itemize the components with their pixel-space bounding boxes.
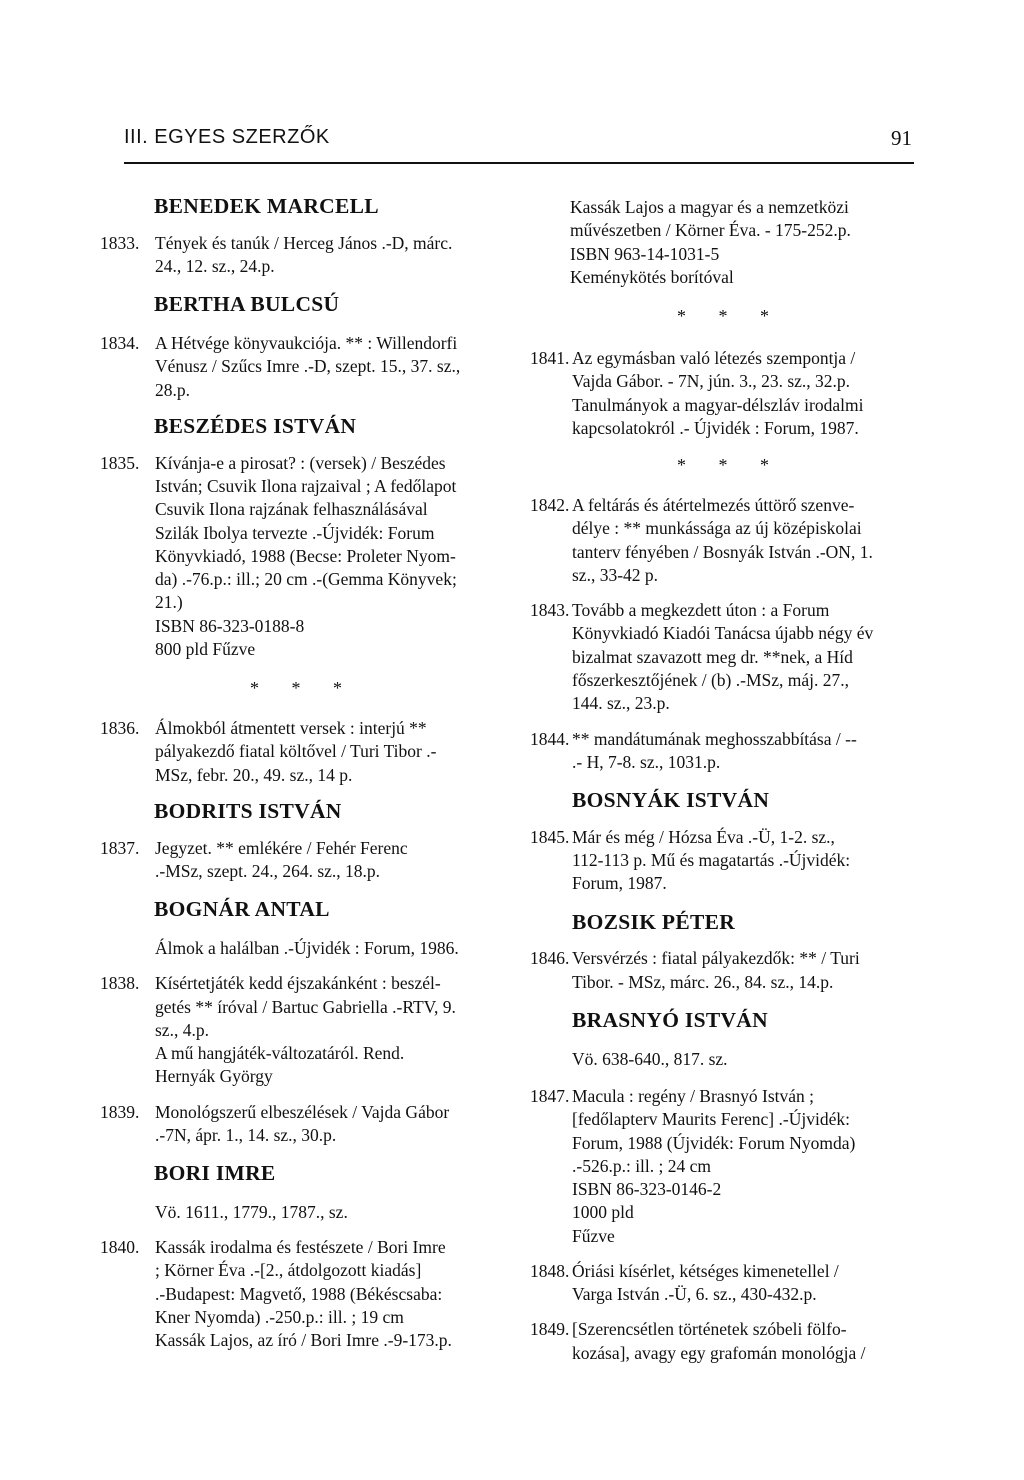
running-title: III. EGYES SZERZŐK xyxy=(124,126,330,148)
entry-line: .-526.p.: ill. ; 24 cm xyxy=(572,1155,712,1176)
entry-1846 xyxy=(530,947,930,994)
entry-line: Tibor. - MSz, márc. 26., 84. sz., 14.p. xyxy=(572,971,834,992)
entry-line: A Hétvége könyvaukciója. ** : Willendorfi xyxy=(155,333,458,354)
entry-line: ISBN 86-323-0188-8 xyxy=(155,615,305,636)
entry-1840-continuation xyxy=(530,196,930,289)
header-rule xyxy=(124,162,914,164)
entry-number: 1834. xyxy=(100,333,140,354)
entry-1842 xyxy=(530,494,930,587)
entry-line: 112-113 p. Mű és magatartás .-Újvidék: xyxy=(572,850,851,871)
entry-line: Macula : regény / Brasnyó István ; xyxy=(572,1086,815,1107)
entry-line: főszerkesztőjének / (b) .-MSz, máj. 27., xyxy=(572,669,850,690)
entry-line: .- H, 7-8. sz., 1031.p. xyxy=(572,751,721,772)
cross-reference-note xyxy=(100,1201,506,1224)
author-heading: BOZSIK PÉTER xyxy=(572,909,736,934)
entry-number: 1838. xyxy=(100,973,140,994)
entry-line: Varga István .-Ü, 6. sz., 430-432.p. xyxy=(572,1284,817,1305)
entry-line: .-MSz, szept. 24., 264. sz., 18.p. xyxy=(155,860,381,881)
entry-line: da) .-76.p.: ill.; 20 cm .-(Gemma Könyvek; xyxy=(155,569,457,590)
entry-line: Forum, 1987. xyxy=(572,873,667,894)
entry-line: A feltárás és átértelmezés úttörő szenve- xyxy=(572,495,855,516)
entry-number: 1841. xyxy=(530,348,570,369)
entry-line: délye : ** munkássága az új középiskolai xyxy=(572,518,862,539)
entry-number: 1836. xyxy=(100,718,140,739)
section-separator: * * * xyxy=(250,678,356,699)
entry-line: 1000 pld xyxy=(572,1202,634,1223)
entry-line: Óriási kísérlet, kétséges kimenetellel / xyxy=(572,1260,839,1281)
author-heading: BERTHA BULCSÚ xyxy=(154,292,340,317)
entry-line: .-7N, ápr. 1., 14. sz., 30.p. xyxy=(155,1124,337,1145)
entry-1840 xyxy=(100,1236,506,1352)
entry-line: pályakezdő fiatal költővel / Turi Tibor .- xyxy=(155,741,437,762)
entry-line: Kner Nyomda) .-250.p.: ill. ; 19 cm xyxy=(155,1307,404,1328)
entry-line: kapcsolatokról .- Újvidék : Forum, 1987. xyxy=(572,417,859,438)
running-head xyxy=(124,126,916,160)
entry-line: tanterv fényében / Bosnyák István .-ON, 1. xyxy=(572,541,873,562)
entry-number: 1837. xyxy=(100,837,140,858)
entry-line: István; Csuvik Ilona rajzaival ; A fedőlapot xyxy=(155,475,457,496)
entry-1841 xyxy=(530,347,930,440)
entry-line: Kassák Lajos a magyar és a nemzetközi xyxy=(570,197,849,217)
author-heading: BORI IMRE xyxy=(154,1161,276,1186)
entry-1834 xyxy=(100,332,506,402)
section-separator: * * * xyxy=(677,455,783,476)
left-column xyxy=(100,186,506,1353)
entry-number: 1848. xyxy=(530,1260,570,1281)
entry-line: getés ** íróval / Bartuc Gabriella .-RTV, 9. xyxy=(155,996,456,1017)
entry-line: A mű hangjáték-változatáról. Rend. xyxy=(155,1043,405,1064)
entry-line: Könyvkiadó, 1988 (Becse: Proleter Nyom- xyxy=(155,545,456,566)
right-column xyxy=(530,186,930,1365)
entry-line: 24., 12. sz., 24.p. xyxy=(155,256,275,277)
author-heading: BOGNÁR ANTAL xyxy=(154,897,330,922)
section-separator: * * * xyxy=(677,306,783,327)
entry-1847 xyxy=(530,1085,930,1248)
entry-line: 800 pld Fűzve xyxy=(155,638,256,659)
author-heading: BESZÉDES ISTVÁN xyxy=(154,413,357,438)
author-heading: BRASNYÓ ISTVÁN xyxy=(572,1007,768,1032)
entry-line: Álmokból átmentett versek : interjú ** xyxy=(155,718,427,739)
entry-line: Szilák Ibolya tervezte .-Újvidék: Forum xyxy=(155,522,435,543)
entry-1839 xyxy=(100,1101,506,1148)
entry-line: Kassák Lajos, az író / Bori Imre .-9-173.p. xyxy=(155,1330,452,1351)
entry-number: 1835. xyxy=(100,452,140,473)
entry-line: Fűzve xyxy=(572,1225,615,1246)
entry-line: 28.p. xyxy=(155,379,190,400)
entry-line: Hernyák György xyxy=(155,1066,273,1087)
cross-reference-note xyxy=(100,937,506,960)
entry-line: Versvérzés : fiatal pályakezdők: ** / Turi xyxy=(572,948,860,969)
entry-1844 xyxy=(530,728,930,775)
entry-1845 xyxy=(530,826,930,896)
cross-reference-note xyxy=(530,1048,930,1071)
entry-line: Monológszerű elbeszélések / Vajda Gábor xyxy=(155,1101,450,1122)
entry-line: Vénusz / Szűcs Imre .-D, szept. 15., 37. sz., xyxy=(155,356,461,377)
note-line: Álmok a halálban .-Újvidék : Forum, 1986. xyxy=(155,938,459,959)
entry-line: Vajda Gábor. - 7N, jún. 3., 23. sz., 32.p. xyxy=(572,371,851,392)
entry-1849 xyxy=(530,1318,930,1365)
entry-line: MSz, febr. 20., 49. sz., 14 p. xyxy=(155,764,353,785)
entry-line: Kísértetjáték kedd éjszakánként : beszél- xyxy=(155,973,441,994)
entry-line: Forum, 1988 (Újvidék: Forum Nyomda) xyxy=(572,1132,856,1153)
entry-line: Az egymásban való létezés szempontja / xyxy=(572,348,856,369)
entry-1848 xyxy=(530,1260,930,1307)
entry-line: Tanulmányok a magyar-délszláv irodalmi xyxy=(572,394,864,415)
entry-line: [Szerencsétlen történetek szóbeli fölfo- xyxy=(572,1319,847,1340)
entry-number: 1849. xyxy=(530,1319,570,1340)
entry-line: kozása], avagy egy grafomán monológja / xyxy=(572,1342,866,1363)
entry-number: 1840. xyxy=(100,1237,140,1258)
entry-1838 xyxy=(100,972,506,1088)
entry-number: 1839. xyxy=(100,1101,140,1122)
entry-line: ISBN 86-323-0146-2 xyxy=(572,1179,722,1200)
entry-line: bizalmat szavazott meg dr. **nek, a Híd xyxy=(572,646,853,667)
entry-number: 1833. xyxy=(100,232,140,253)
entry-1843 xyxy=(530,599,930,715)
entry-number: 1842. xyxy=(530,495,570,516)
entry-line: Tények és tanúk / Herceg János .-D, márc. xyxy=(155,232,453,253)
entry-line: Könyvkiadó Kiadói Tanácsa újabb négy év xyxy=(572,623,874,644)
entry-1836 xyxy=(100,717,506,787)
entry-line: [fedőlapterv Maurits Ferenc] .-Újvidék: xyxy=(572,1109,850,1130)
entry-line: sz., 4.p. xyxy=(155,1019,209,1040)
author-heading: BODRITS ISTVÁN xyxy=(154,798,342,823)
entry-line: Kívánja-e a pirosat? : (versek) / Beszédes xyxy=(155,452,446,473)
entry-line: Már és még / Hózsa Éva .-Ü, 1-2. sz., xyxy=(572,826,835,847)
entry-line: Tovább a megkezdett úton : a Forum xyxy=(572,600,830,621)
author-heading: BENEDEK MARCELL xyxy=(154,194,379,218)
author-heading: BOSNYÁK ISTVÁN xyxy=(572,788,770,813)
entry-1835 xyxy=(100,452,506,661)
entry-1833 xyxy=(100,232,506,279)
entry-line: ** mandátumának meghosszabbítása / -- xyxy=(572,728,857,749)
entry-line: ISBN 963-14-1031-5 xyxy=(570,243,720,264)
entry-line: ; Körner Éva .-[2., átdolgozott kiadás] xyxy=(155,1260,422,1281)
entry-line: Jegyzet. ** emlékére / Fehér Ferenc xyxy=(155,837,408,858)
entry-1837 xyxy=(100,837,506,884)
entry-line: sz., 33-42 p. xyxy=(572,564,659,585)
page-number: 91 xyxy=(891,126,912,150)
entry-number: 1843. xyxy=(530,600,570,621)
entry-line: Kassák irodalma és festészete / Bori Imre xyxy=(155,1237,446,1258)
entry-number: 1844. xyxy=(530,728,570,749)
entry-line: 144. sz., 23.p. xyxy=(572,693,670,714)
entry-line: 21.) xyxy=(155,592,183,613)
entry-line: Keménykötés borítóval xyxy=(570,266,734,287)
entry-number: 1847. xyxy=(530,1086,570,1107)
entry-line: Csuvik Ilona rajzának felhasználásával xyxy=(155,499,428,520)
note-line: Vö. 638-640., 817. sz. xyxy=(572,1048,728,1069)
entry-number: 1846. xyxy=(530,948,570,969)
entry-line: .-Budapest: Magvető, 1988 (Békéscsaba: xyxy=(155,1283,443,1304)
entry-line: művészetben / Körner Éva. - 175-252.p. xyxy=(570,220,851,241)
note-line: Vö. 1611., 1779., 1787., sz. xyxy=(155,1201,348,1222)
entry-number: 1845. xyxy=(530,826,570,847)
